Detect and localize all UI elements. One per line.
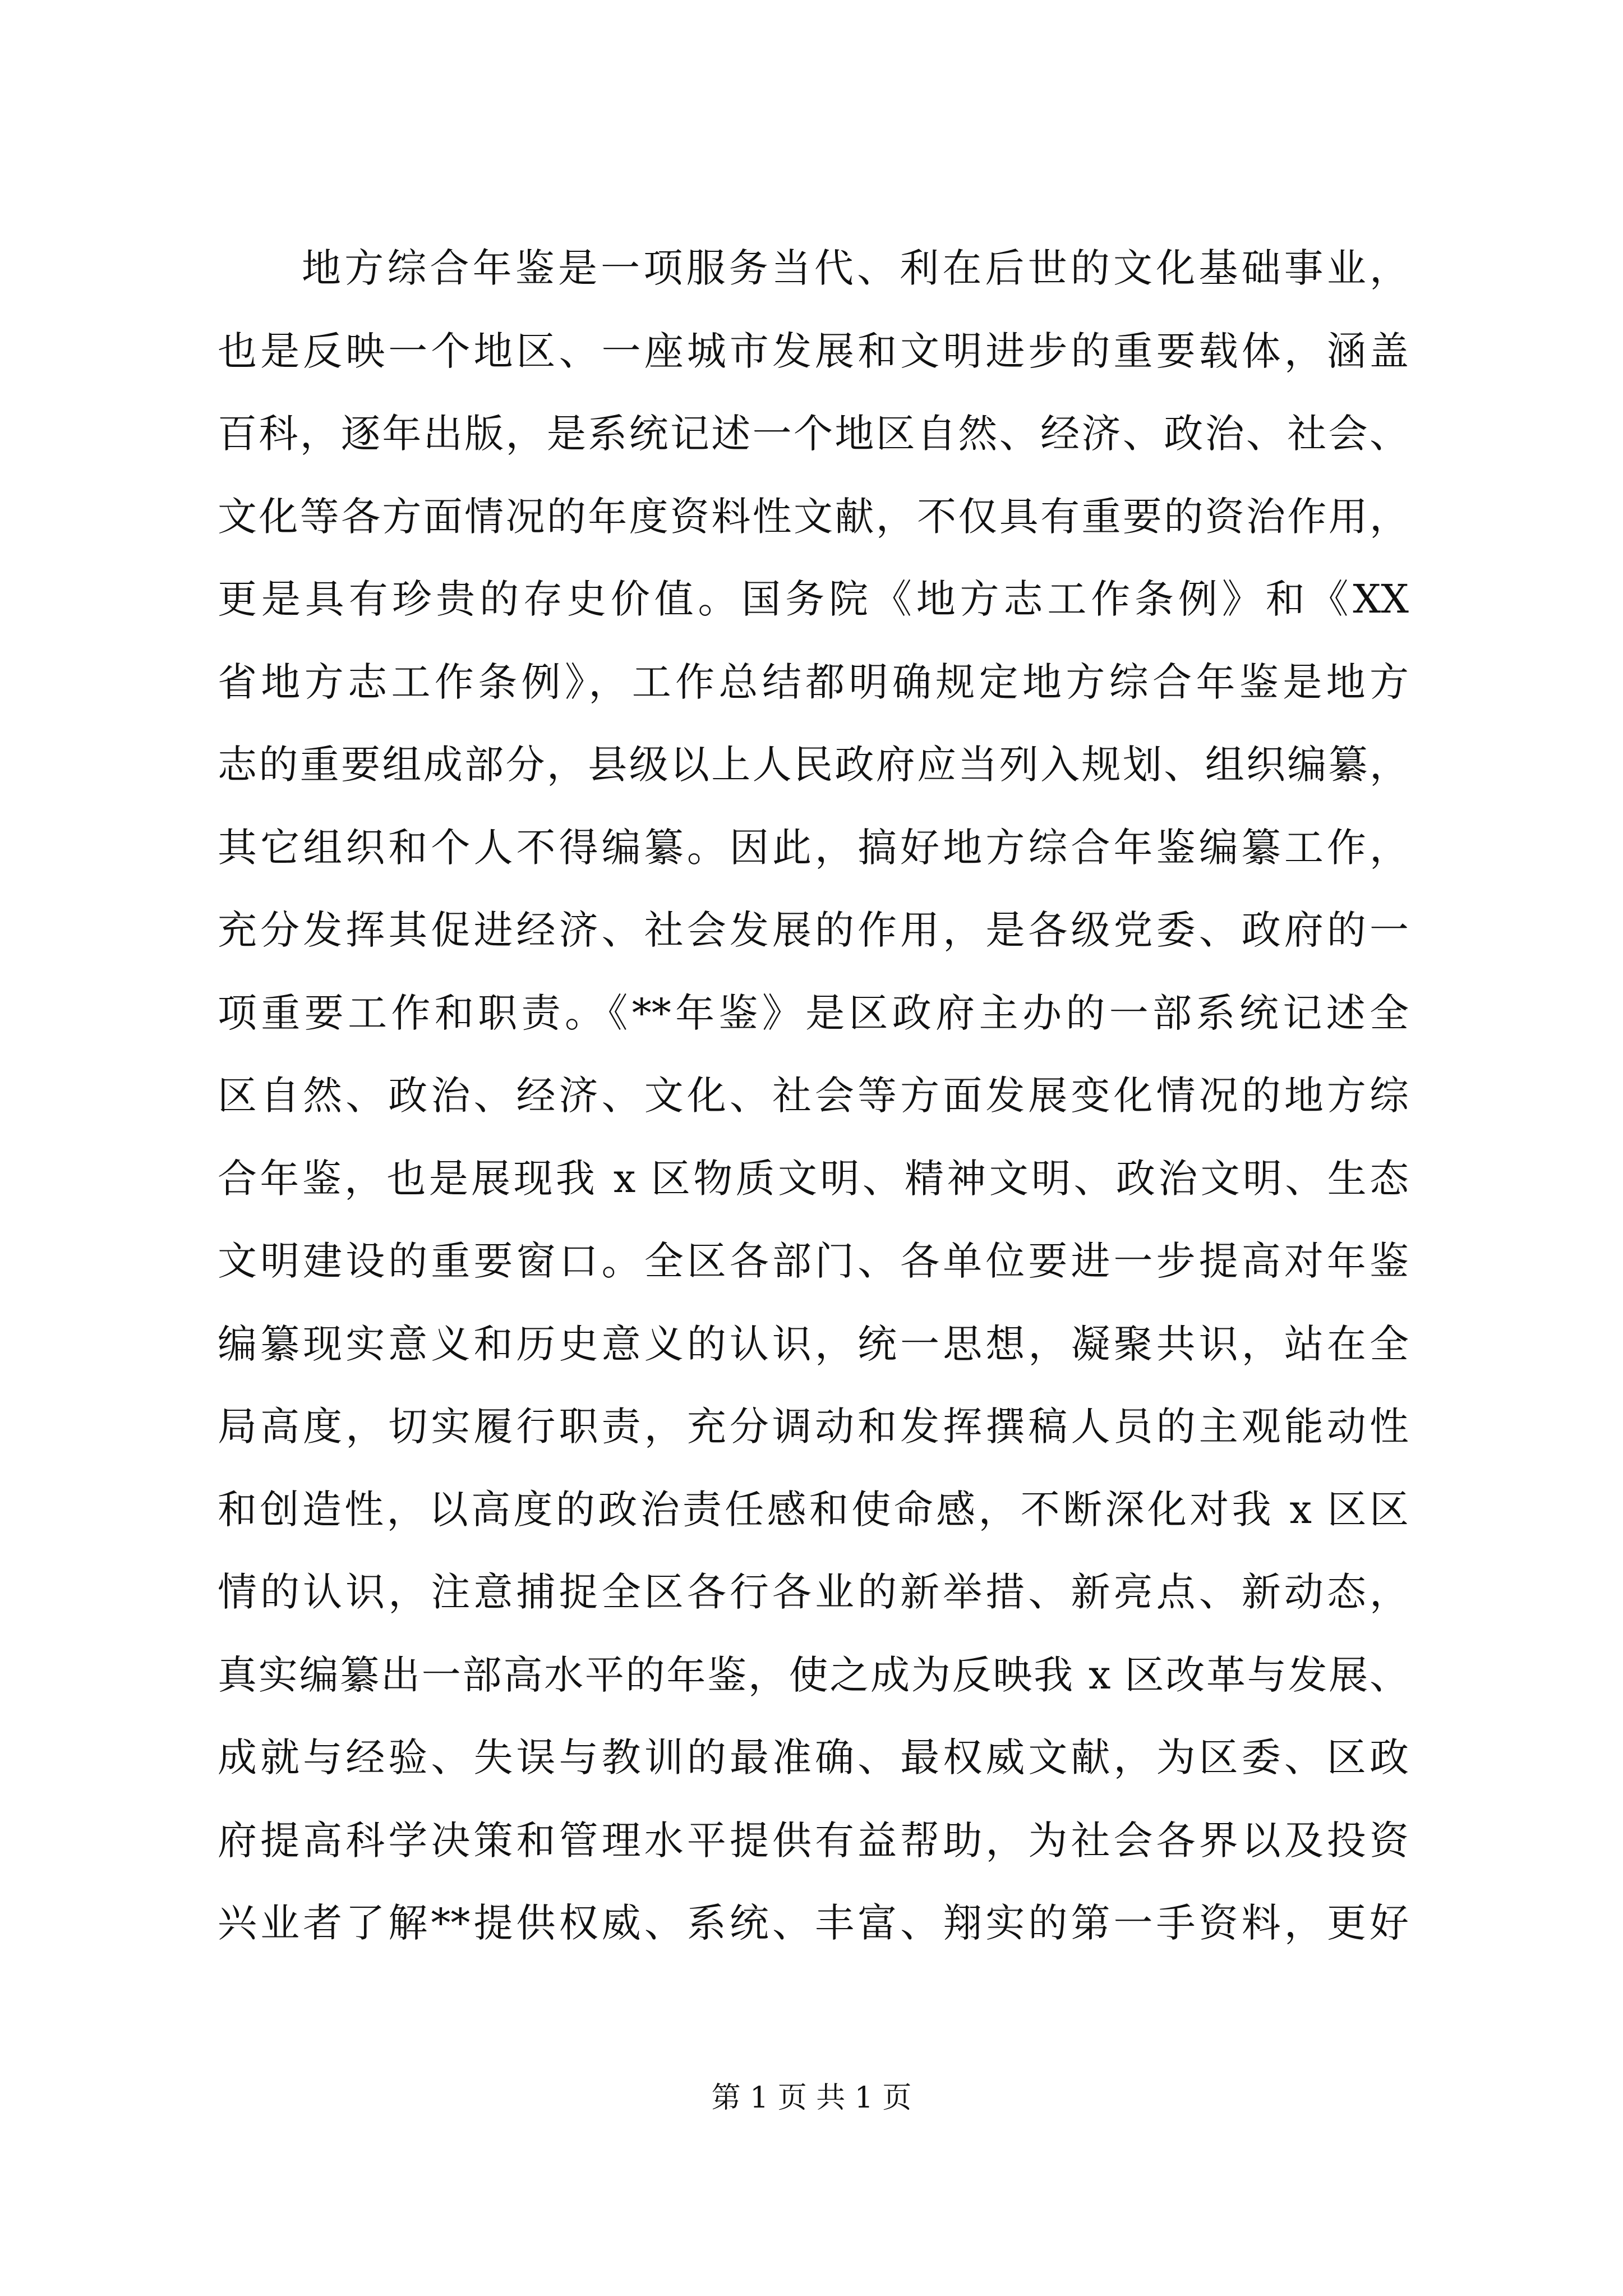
paragraph-line: 合年鉴，也是展现我 x 区物质文明、精神文明、政治文明、生态 bbox=[218, 1155, 1409, 1202]
paragraph-line: 百科，逐年出版，是系统记述一个地区自然、经济、政治、社会、 bbox=[218, 411, 1409, 457]
paragraph-line: 局高度，切实履行职责，充分调动和发挥撰稿人员的主观能动性 bbox=[218, 1404, 1409, 1450]
paragraph-line: 更是具有珍贵的存史价值。国务院《地方志工作条例》和《XX bbox=[218, 576, 1409, 622]
paragraph-line: 区自然、政治、经济、文化、社会等方面发展变化情况的地方综 bbox=[218, 1073, 1409, 1119]
paragraph-line: 文明建设的重要窗口。全区各部门、各单位要进一步提高对年鉴 bbox=[218, 1238, 1409, 1284]
paragraph-line: 情的认识，注意捕捉全区各行各业的新举措、新亮点、新动态， bbox=[218, 1569, 1409, 1615]
paragraph-line: 其它组织和个人不得编纂。因此，搞好地方综合年鉴编纂工作， bbox=[218, 824, 1409, 871]
paragraph-line: 府提高科学决策和管理水平提供有益帮助，为社会各界以及投资 bbox=[218, 1817, 1409, 1864]
paragraph-line: 志的重要组成部分，县级以上人民政府应当列入规划、组织编纂， bbox=[218, 742, 1409, 788]
paragraph-line: 编纂现实意义和历史意义的认识，统一思想，凝聚共识，站在全 bbox=[218, 1320, 1409, 1367]
paragraph-line: 和创造性，以高度的政治责任感和使命感，不断深化对我 x 区区 bbox=[218, 1486, 1409, 1533]
paragraph-line: 兴业者了解**提供权威、系统、丰富、翔实的第一手资料，更好 bbox=[218, 1900, 1409, 1946]
body-paragraph bbox=[218, 227, 1409, 1965]
paragraph-line: 文化等各方面情况的年度资料性文献，不仅具有重要的资治作用， bbox=[218, 493, 1409, 540]
paragraph-line: 项重要工作和职责。《**年鉴》是区政府主办的一部系统记述全 bbox=[218, 990, 1409, 1036]
paragraph-line: 也是反映一个地区、一座城市发展和文明进步的重要载体，涵盖 bbox=[218, 328, 1409, 374]
paragraph-line: 充分发挥其促进经济、社会发展的作用，是各级党委、政府的一 bbox=[218, 907, 1409, 953]
paragraph-line: 省地方志工作条例》，工作总结都明确规定地方综合年鉴是地方 bbox=[218, 659, 1409, 705]
paragraph-line: 真实编纂出一部高水平的年鉴，使之成为反映我 x 区改革与发展、 bbox=[218, 1651, 1409, 1698]
page-footer: 第 1 页 共 1 页 bbox=[711, 2081, 912, 2115]
paragraph-line: 成就与经验、失误与教训的最准确、最权威文献，为区委、区政 bbox=[218, 1734, 1409, 1780]
paragraph-line: 地方综合年鉴是一项服务当代、利在后世的文化基础事业， bbox=[302, 245, 1409, 291]
